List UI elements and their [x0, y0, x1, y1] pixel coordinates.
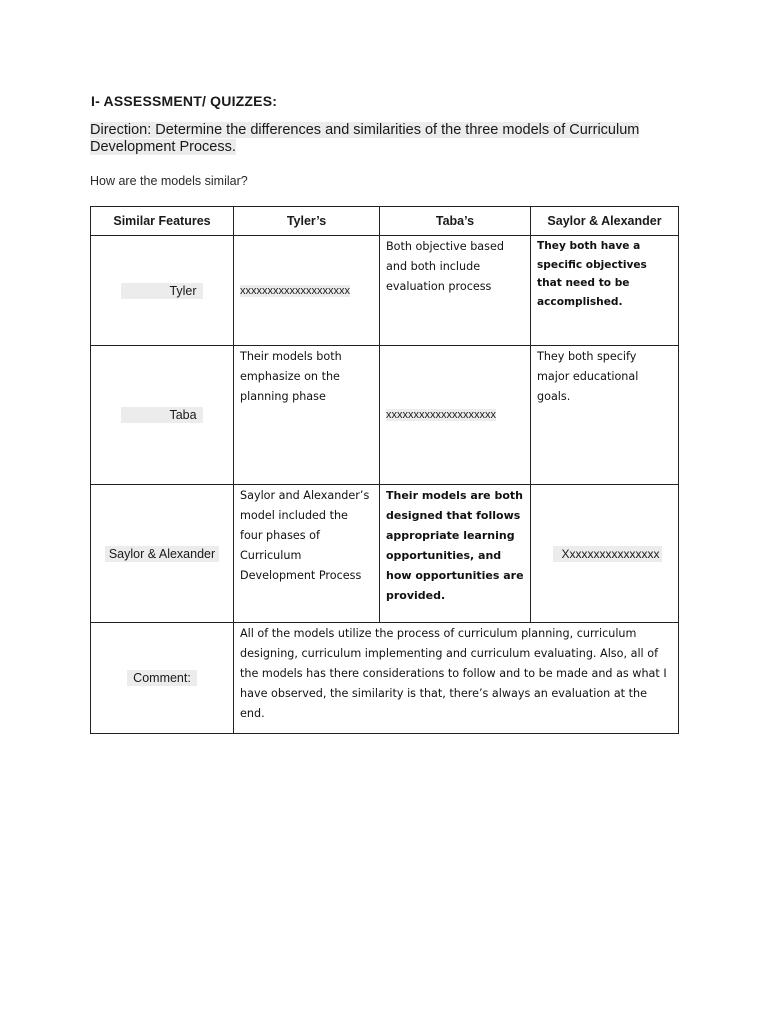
table-cell [234, 236, 380, 346]
table-cell: Saylor and Alexander’s model included the four phases of Curriculum Development Process [234, 485, 380, 623]
row-label: Saylor & Alexander [105, 546, 219, 562]
row-label-cell [91, 236, 234, 346]
row-label-cell [91, 485, 234, 623]
placeholder-x: Xxxxxxxxxxxxxxxx [553, 546, 661, 562]
section-heading: I- ASSESSMENT/ QUIZZES: [91, 93, 278, 109]
table-row [91, 346, 679, 485]
direction-text [90, 122, 680, 156]
table-header-row [91, 207, 679, 236]
table-cell: Their models both emphasize on the planning phase [234, 346, 380, 485]
header-saylor-alexander: Saylor & Alexander [531, 207, 679, 236]
comment-label: Comment: [127, 670, 197, 686]
header-tylers: Tyler’s [234, 207, 380, 236]
table-cell: Both objective based and both include evaluation process [380, 236, 531, 346]
question-text: How are the models similar? [90, 174, 248, 188]
table-cell [531, 485, 679, 623]
placeholder-x: xxxxxxxxxxxxxxxxxxxx [240, 284, 350, 297]
table-row [91, 236, 679, 346]
similarities-table [90, 206, 679, 734]
comment-row [91, 623, 679, 734]
table-cell: Their models are both designed that follows appropriate learning opportunities, and how opportunities are provided. [380, 485, 531, 623]
table-cell [380, 346, 531, 485]
row-label: Taba [121, 407, 202, 423]
row-label-cell [91, 346, 234, 485]
comment-text: All of the models utilize the process of curriculum planning, curriculum designing, curriculum implementing and curriculum evaluating. Also, all of the models has there considerations to follow and to be made and as what I have observed, the similarity is that, there’s always an evaluation at the end. [234, 623, 679, 734]
row-label: Tyler [121, 283, 202, 299]
header-tabas: Taba’s [380, 207, 531, 236]
placeholder-x: xxxxxxxxxxxxxxxxxxxx [386, 409, 496, 421]
comment-label-cell [91, 623, 234, 734]
direction-highlight: Direction: Determine the differences and similarities of the three models of Curriculum Development Process. [90, 122, 640, 155]
table-cell: They both specify major educational goals. [531, 346, 679, 485]
table-row [91, 485, 679, 623]
table-cell: They both have a specific objectives that need to be accomplished. [531, 236, 679, 346]
header-similar-features: Similar Features [91, 207, 234, 236]
